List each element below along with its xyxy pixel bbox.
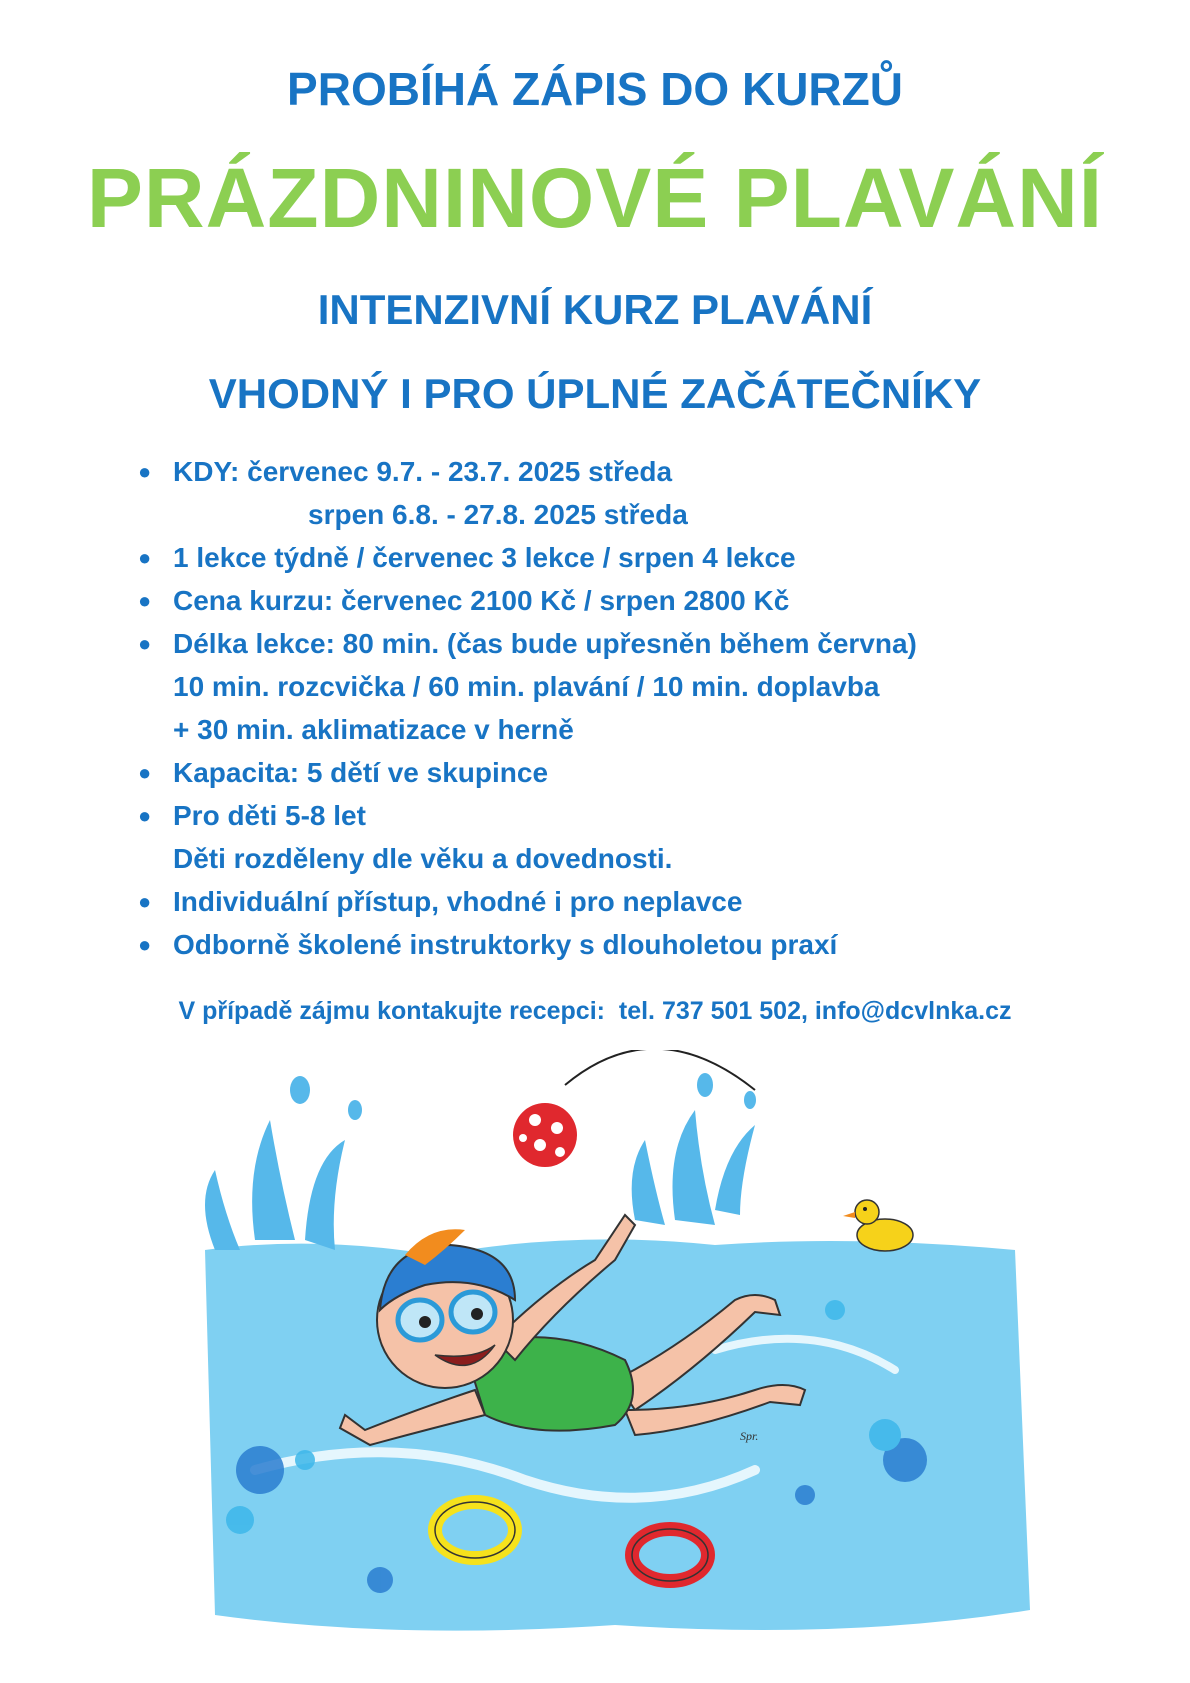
age-detail: Děti rozděleny dle věku a dovednosti. bbox=[173, 843, 673, 874]
length-detail-1: 10 min. rozcvička / 60 min. plavání / 10 min. doplavba bbox=[173, 671, 880, 702]
ball-icon bbox=[513, 1103, 577, 1167]
water-icon bbox=[205, 1239, 1030, 1630]
bullet-icon: ● bbox=[138, 889, 152, 914]
bullet-icon: ● bbox=[138, 459, 152, 484]
list-item-length bbox=[135, 622, 1095, 751]
bullet-icon: ● bbox=[138, 760, 152, 785]
list-item-lessons bbox=[135, 536, 1095, 579]
swimming-child-illustration bbox=[195, 1050, 1055, 1650]
age-text: Pro děti 5-8 let bbox=[173, 800, 366, 831]
page-title: PRÁZDNINOVÉ PLAVÁNÍ bbox=[86, 151, 1104, 245]
list-item-price bbox=[135, 579, 1095, 622]
bullet-icon: ● bbox=[138, 545, 152, 570]
contact-info: V případě zájmu kontakujte recepci: tel. 737 501 502, info@dcvlnka.cz bbox=[178, 997, 1012, 1025]
length-text: Délka lekce: 80 min. (čas bude upřesněn během června) bbox=[173, 628, 917, 659]
price-text: Cena kurzu: červenec 2100 Kč / srpen 2800 Kč bbox=[173, 585, 790, 616]
course-subtitle: INTENZIVNÍ KURZ PLAVÁNÍ bbox=[317, 286, 873, 333]
list-item-when bbox=[135, 450, 1095, 536]
approach-text: Individuální přístup, vhodné i pro neplavce bbox=[173, 886, 743, 917]
beginners-subtitle: VHODNÝ I PRO ÚPLNÉ ZAČÁTEČNÍKY bbox=[208, 370, 982, 417]
capacity-text: Kapacita: 5 dětí ve skupince bbox=[173, 757, 549, 788]
when-august: srpen 6.8. - 27.8. 2025 středa bbox=[308, 499, 688, 530]
when-july: KDY: červenec 9.7. - 23.7. 2025 středa bbox=[173, 456, 673, 487]
list-item-instructors bbox=[135, 923, 1095, 966]
enrollment-heading: PROBÍHÁ ZÁPIS DO KURZŮ bbox=[287, 63, 903, 115]
list-item-approach bbox=[135, 880, 1095, 923]
bullet-icon: ● bbox=[138, 631, 152, 656]
list-item-capacity bbox=[135, 751, 1095, 794]
instructors-text: Odborně školené instruktorky s dlouholetou praxí bbox=[173, 929, 838, 960]
bullet-icon: ● bbox=[138, 932, 152, 957]
artist-signature: Spr. bbox=[740, 1429, 759, 1443]
length-detail-2: + 30 min. aklimatizace v herně bbox=[173, 714, 574, 745]
lessons-text: 1 lekce týdně / červenec 3 lekce / srpen 4 lekce bbox=[173, 542, 796, 573]
ball-arc bbox=[565, 1050, 755, 1090]
splash-icon bbox=[205, 1073, 756, 1250]
bullet-icon: ● bbox=[138, 803, 152, 828]
course-details-list bbox=[135, 450, 1095, 966]
list-item-age bbox=[135, 794, 1095, 880]
bullet-icon: ● bbox=[138, 588, 152, 613]
